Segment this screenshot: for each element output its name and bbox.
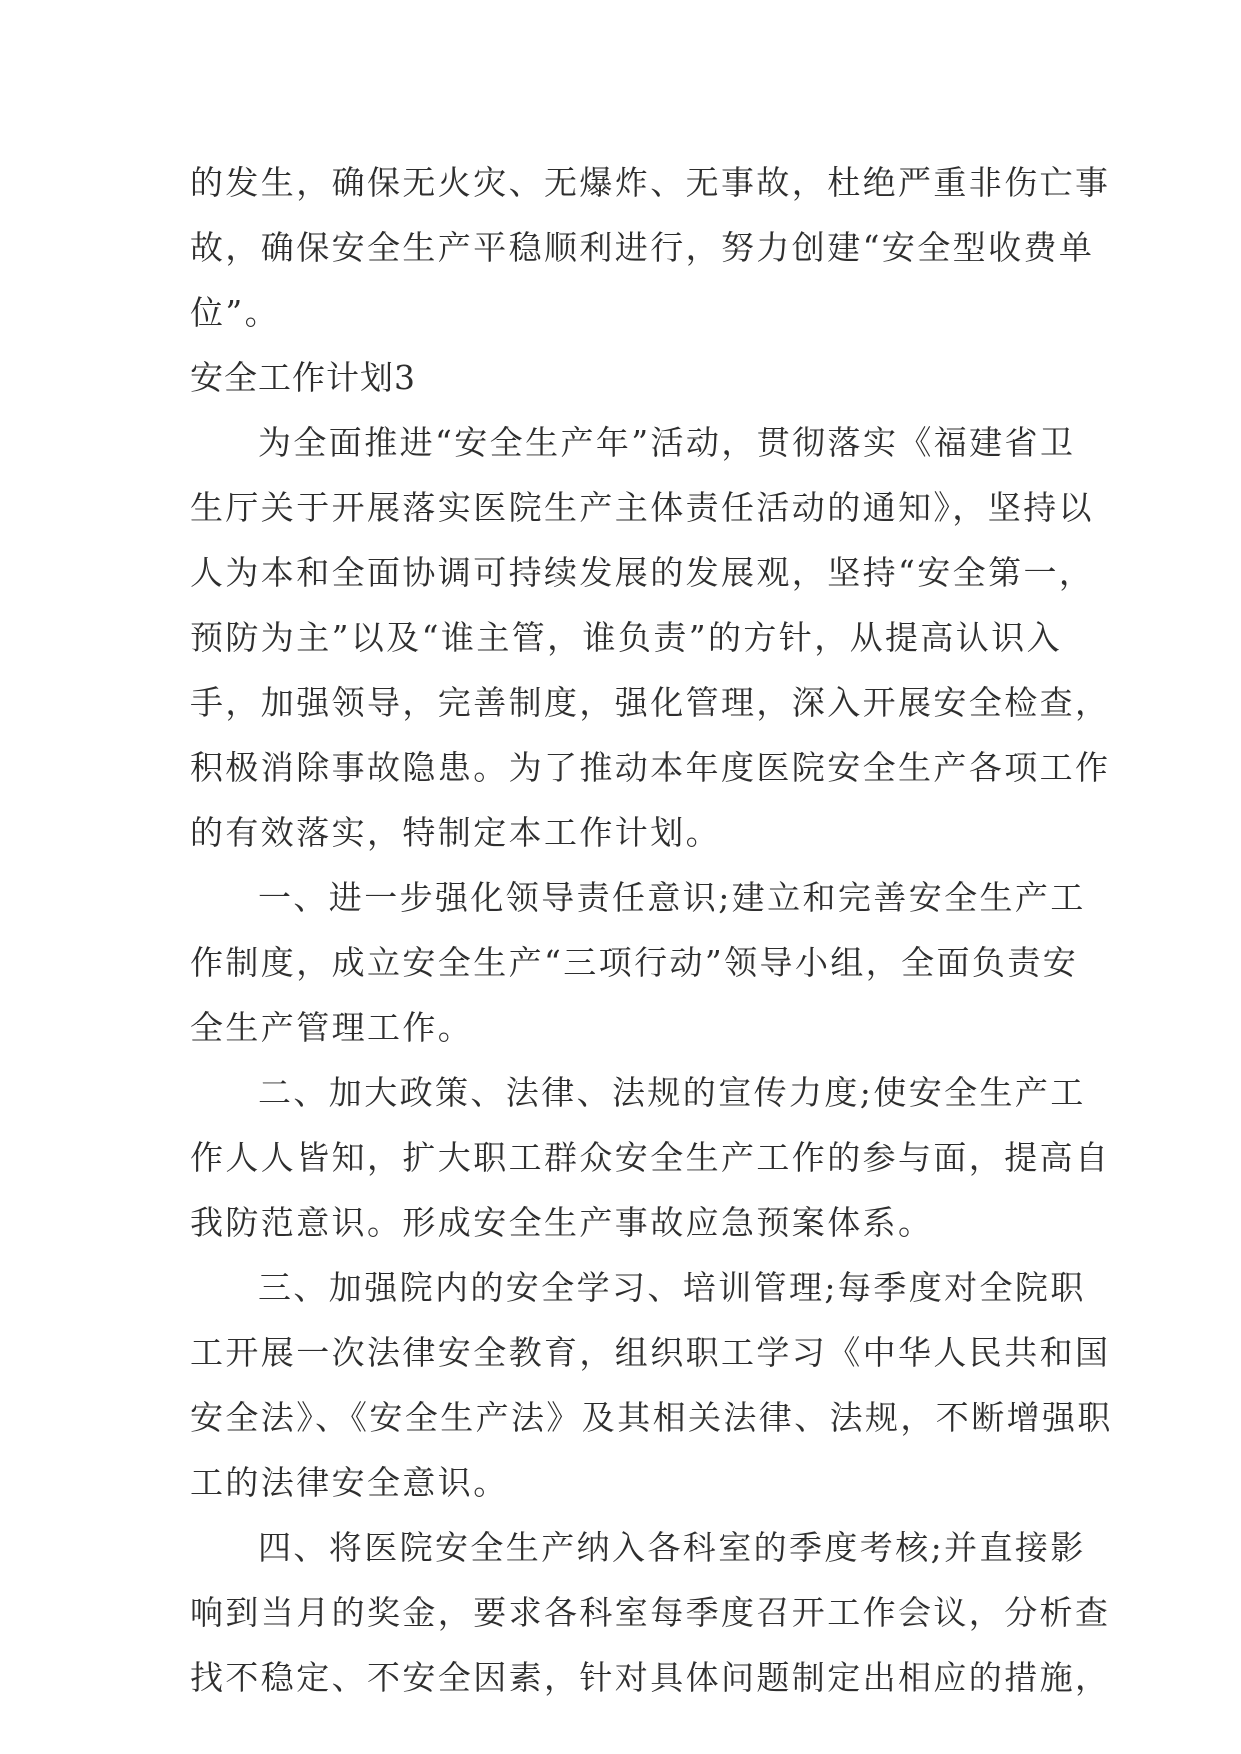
text-line: 二、加大政策、法律、法规的宣传力度;使安全生产工 bbox=[258, 1073, 1086, 1112]
text-line: 的发生，确保无火灾、无爆炸、无事故，杜绝严重非伤亡事 bbox=[190, 163, 1111, 202]
text-line: 生厅关于开展落实医院生产主体责任活动的通知》，坚持以 bbox=[190, 488, 1094, 527]
text-line: 故，确保安全生产平稳顺利进行，努力创建“安全型收费单 bbox=[190, 228, 1095, 267]
text-line: 积极消除事故隐患。为了推动本年度医院安全生产各项工作 bbox=[190, 748, 1111, 787]
paragraph-item-3 bbox=[190, 1255, 1113, 1515]
text-line: 作人人皆知，扩大职工群众安全生产工作的参与面，提高自 bbox=[190, 1138, 1111, 1177]
text-line: 的有效落实，特制定本工作计划。 bbox=[190, 813, 721, 852]
text-line: 预防为主”以及“谁主管，谁负责”的方针，从提高认识入 bbox=[190, 618, 1063, 657]
intro-paragraph bbox=[190, 150, 1111, 345]
text-line: 一、进一步强化领导责任意识;建立和完善安全生产工 bbox=[258, 878, 1086, 917]
text-line: 我防范意识。形成安全生产事故应急预案体系。 bbox=[190, 1203, 934, 1242]
text-line: 作制度，成立安全生产“三项行动”领导小组，全面负责安 bbox=[190, 943, 1079, 982]
paragraph-item-2 bbox=[190, 1060, 1111, 1255]
text-line: 工开展一次法律安全教育，组织职工学习《中华人民共和国 bbox=[190, 1333, 1111, 1372]
text-line: 人为本和全面协调可持续发展的发展观，坚持“安全第一， bbox=[190, 553, 1095, 592]
text-line: 安全法》、《安全生产法》及其相关法律、法规，不断增强职 bbox=[190, 1398, 1113, 1437]
paragraph-item-4 bbox=[190, 1515, 1111, 1710]
text-line: 全生产管理工作。 bbox=[190, 1008, 474, 1047]
paragraph-intro-plan bbox=[190, 410, 1111, 865]
text-line: 四、将医院安全生产纳入各科室的季度考核;并直接影 bbox=[258, 1528, 1086, 1567]
document-body bbox=[190, 150, 1113, 1710]
paragraph-item-1 bbox=[190, 865, 1086, 1060]
text-line: 找不稳定、不安全因素，针对具体问题制定出相应的措施， bbox=[190, 1658, 1111, 1697]
section-title: 安全工作计划3 bbox=[190, 358, 416, 397]
text-line: 手，加强领导，完善制度，强化管理，深入开展安全检查， bbox=[190, 683, 1111, 722]
text-line: 位”。 bbox=[190, 293, 281, 332]
text-line: 响到当月的奖金，要求各科室每季度召开工作会议，分析查 bbox=[190, 1593, 1111, 1632]
text-line: 三、加强院内的安全学习、培训管理;每季度对全院职 bbox=[258, 1268, 1086, 1307]
text-line: 为全面推进“安全生产年”活动，贯彻落实《福建省卫 bbox=[258, 423, 1076, 462]
text-line: 工的法律安全意识。 bbox=[190, 1463, 509, 1502]
